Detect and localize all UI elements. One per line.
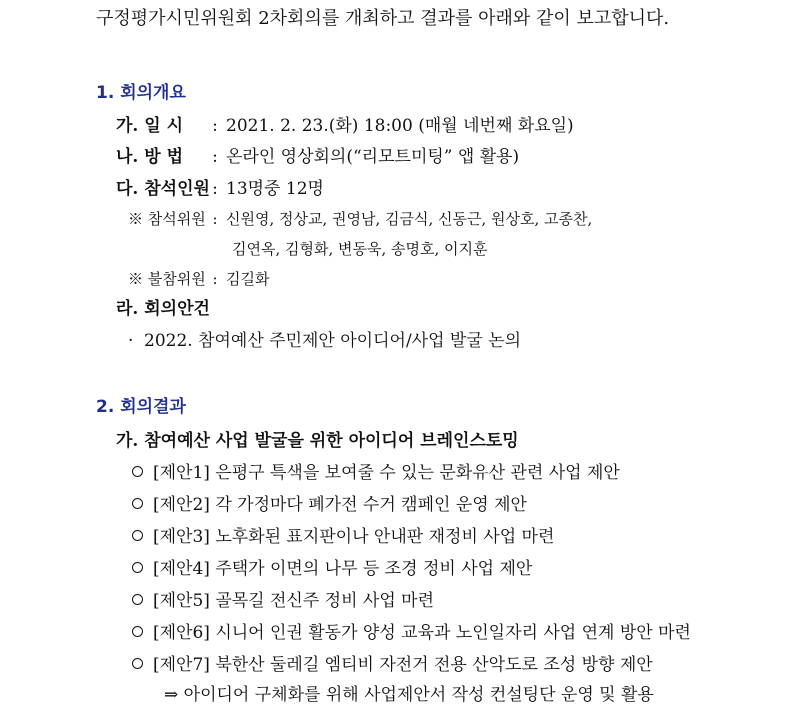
attendance-row [116, 178, 324, 200]
circle-bullet-icon [132, 498, 143, 509]
proposal-text: [제안2] 각 가정마다 폐가전 수거 캠페인 운영 제안 [153, 495, 527, 515]
attendees-row [128, 208, 592, 230]
attendees-sep: : [212, 210, 218, 228]
intro-text: 구정평가시민위원회 2차회의를 개최하고 결과를 아래와 같이 보고합니다. [96, 8, 670, 29]
proposal-text: [제안3] 노후화된 표지판이나 안내판 재정비 사업 마련 [153, 527, 555, 547]
attendees-marker: ※ 참석위원 [128, 210, 206, 228]
proposal-text: [제안5] 골목길 전신주 정비 사업 마련 [153, 591, 435, 611]
method-label: 나. 방 법 [116, 147, 184, 167]
attendees-line-2: 김연옥, 김형화, 변동욱, 송명호, 이지훈 [232, 240, 488, 258]
proposal-item [132, 558, 532, 580]
circle-bullet-icon [132, 594, 143, 605]
date-label: 가. 일 시 [116, 116, 184, 136]
circle-bullet-icon [132, 530, 143, 541]
section-2-title: 2. 회의결과 [96, 397, 186, 417]
circle-bullet-icon [132, 626, 143, 637]
circle-bullet-icon [132, 466, 143, 477]
proposal-item [132, 462, 620, 484]
proposal-text: [제안4] 주택가 이면의 나무 등 조경 정비 사업 제안 [153, 559, 533, 579]
date-sep: : [212, 116, 218, 136]
proposal-item [132, 526, 554, 548]
circle-bullet-icon [132, 562, 143, 573]
attendance-sep: : [212, 179, 218, 199]
absent-row [128, 268, 269, 290]
proposal-text: [제안6] 시니어 인권 활동가 양성 교육과 노인일자리 사업 연계 방안 마련 [153, 623, 691, 643]
attendance-value: 13명중 12명 [226, 179, 324, 199]
section-1-title: 1. 회의개요 [96, 83, 186, 103]
attendance-label: 다. 참석인원 [116, 179, 210, 199]
section-2-subtitle: 가. 참여예산 사업 발굴을 위한 아이디어 브레인스토밍 [116, 431, 519, 451]
conclusion-text: ⇒ 아이디어 구체화를 위해 사업제안서 작성 컨설팅단 운영 및 활용 [164, 685, 654, 705]
date-value: 2021. 2. 23.(화) 18:00 (매월 네번째 화요일) [226, 116, 574, 136]
proposal-text: [제안1] 은평구 특색을 보여줄 수 있는 문화유산 관련 사업 제안 [153, 463, 620, 483]
attendees-line-1: 신원영, 정상교, 권영남, 김금식, 신동근, 원상호, 고종찬, [226, 210, 593, 228]
proposal-item [132, 622, 691, 644]
absent-sep: : [212, 270, 218, 288]
method-value: 온라인 영상회의(“리모트미팅” 앱 활용) [226, 147, 520, 167]
method-sep: : [212, 147, 218, 167]
circle-bullet-icon [132, 658, 143, 669]
proposal-item [132, 654, 653, 676]
meeting-method-row [116, 146, 519, 168]
agenda-bullet: · [128, 331, 134, 351]
proposal-text: [제안7] 북한산 둘레길 엠티비 자전거 전용 산악도로 조성 방향 제안 [153, 655, 653, 675]
absent-value: 김길화 [226, 270, 270, 288]
agenda-item [128, 330, 521, 352]
meeting-date-row [116, 115, 574, 137]
proposal-item [132, 590, 434, 612]
proposal-item [132, 494, 527, 516]
absent-marker: ※ 불참위원 [128, 270, 206, 288]
agenda-text: 2022. 참여예산 주민제안 아이디어/사업 발굴 논의 [144, 331, 522, 351]
agenda-label: 라. 회의안건 [116, 299, 210, 319]
